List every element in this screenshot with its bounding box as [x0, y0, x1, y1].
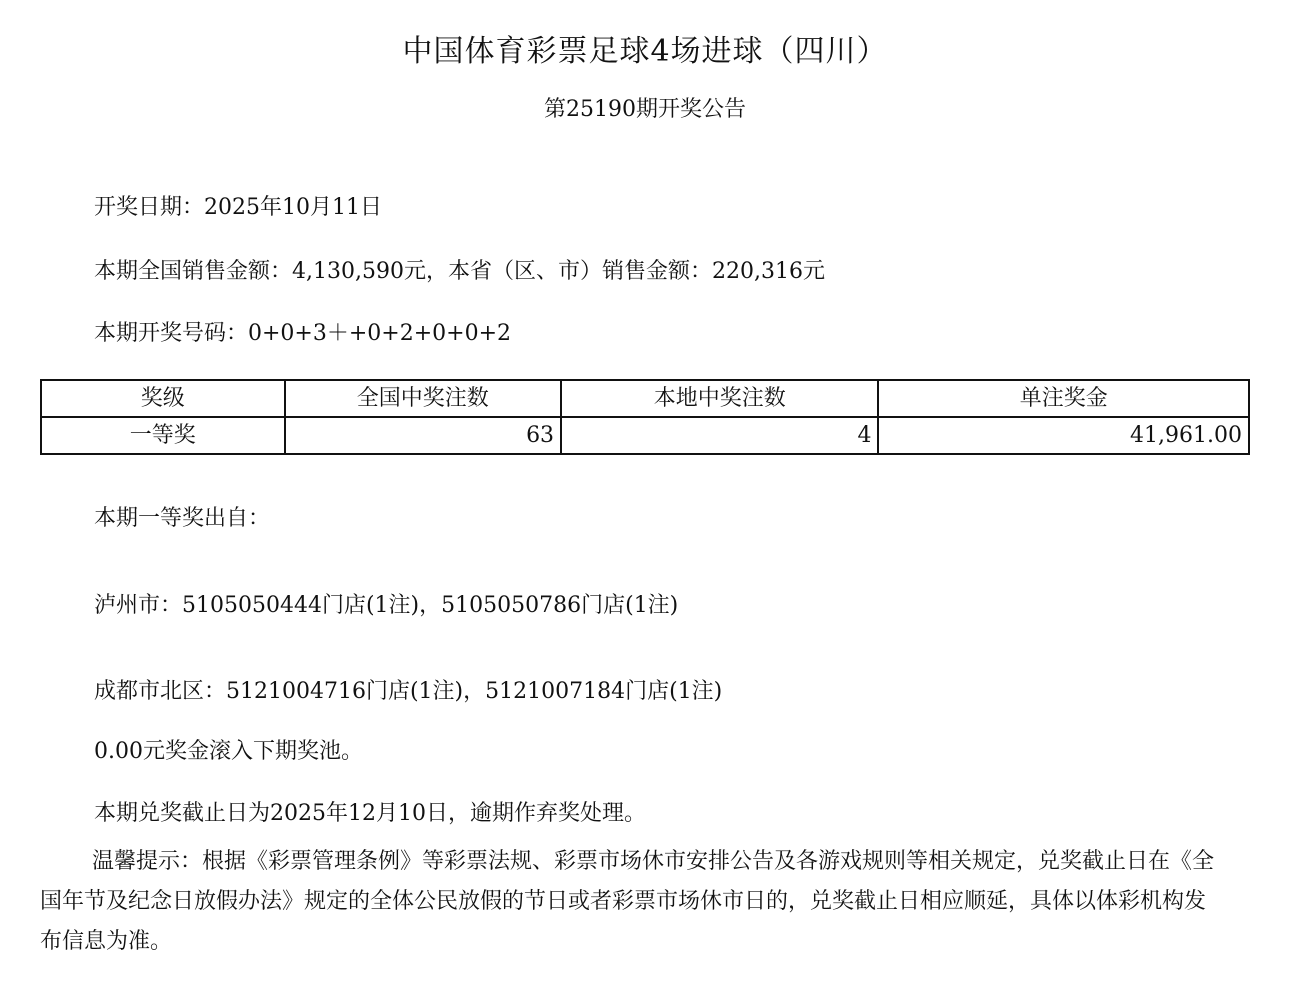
rollover-note: 0.00元奖金滚入下期奖池。: [94, 739, 363, 764]
cell-national-winners: 63: [285, 417, 562, 454]
winners-heading: 本期一等奖出自：: [94, 506, 271, 531]
sales-amount: 本期全国销售金额：4,130,590元，本省（区、市）销售金额：220,316元: [94, 259, 825, 284]
issue-subtitle: 第25190期开奖公告: [544, 97, 746, 122]
draw-date: 开奖日期：2025年10月11日: [94, 195, 382, 220]
header-prize-level: 奖级: [41, 380, 285, 417]
header-prize-amount: 单注奖金: [878, 380, 1249, 417]
header-local-winners: 本地中奖注数: [561, 380, 878, 417]
header-national-winners: 全国中奖注数: [285, 380, 562, 417]
prize-table: [40, 379, 1250, 455]
page-title: 中国体育彩票足球4场进球（四川）: [402, 34, 888, 69]
winners-luzhou: 泸州市：5105050444门店(1注)，5105050786门店(1注): [94, 593, 679, 618]
winners-chengdu: 成都市北区：5121004716门店(1注)，5121007184门店(1注): [94, 679, 723, 704]
cell-prize-amount: 41,961.00: [878, 417, 1249, 454]
table-row: [41, 417, 1249, 454]
cell-prize-level: 一等奖: [41, 417, 285, 454]
notice-paragraph: 温馨提示：根据《彩票管理条例》等彩票法规、彩票市场休市安排公告及各游戏规则等相关规定，兑奖截止日在《全国年节及纪念日放假办法》规定的全体公民放假的节日或者彩票市场休市日的，兑奖截止日相应顺延，具体以体彩机构发布信息为准。: [40, 849, 1215, 954]
winning-numbers: 本期开奖号码：0+0+3＋+0+2+0+0+2: [94, 321, 512, 346]
claim-deadline: 本期兑奖截止日为2025年12月10日，逾期作弃奖处理。: [94, 801, 646, 826]
table-header-row: [41, 380, 1249, 417]
cell-local-winners: 4: [561, 417, 878, 454]
